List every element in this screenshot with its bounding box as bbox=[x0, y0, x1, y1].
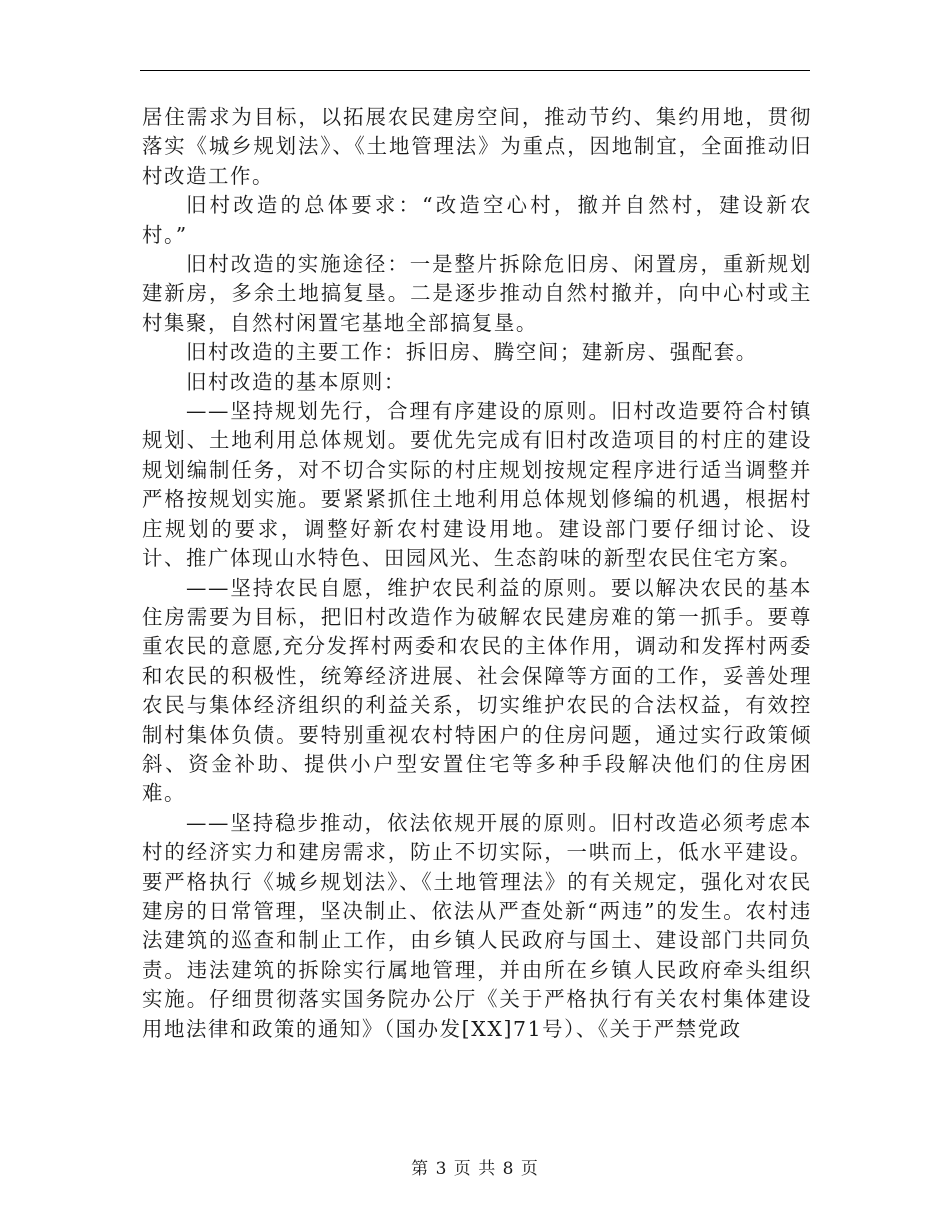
document-body bbox=[142, 103, 812, 1044]
paragraph-principle-lawful: ——坚持稳步推动，依法依规开展的原则。旧村改造必须考虑本村的经济实力和建房需求，防止不切实际，一哄而上，低水平建设。要严格执行《城乡规划法》、《土地管理法》的有关规定，强化对农民建房的日常管理，坚决制止、依法从严查处新“两违”的发生。农村违法建筑的巡查和制止工作，由乡镇人民政府与国土、建设部门共同负责。违法建筑的拆除实行属地管理，并由所在乡镇人民政府牵头组织实施。仔细贯彻落实国务院办公厅《关于严格执行有关农村集体建设用地法律和政策的通知》（国办发[XX]71号）、《关于严禁党政 bbox=[142, 810, 812, 1041]
header-rule bbox=[140, 70, 810, 71]
paragraph-implementation-path: 旧村改造的实施途径：一是整片拆除危旧房、闲置房，重新规划建新房，多余土地搞复垦。二是逐步推动自然村撤并，向中心村或主村集聚，自然村闲置宅基地全部搞复垦。 bbox=[142, 252, 812, 335]
paragraph-main-work: 旧村改造的主要工作：拆旧房、腾空间；建新房、强配套。 bbox=[186, 340, 758, 365]
paragraph-overall-requirement: 旧村改造的总体要求：“改造空心村，撤并自然村，建设新农村。” bbox=[142, 193, 812, 247]
page-number-footer: 第 3 页 共 8 页 bbox=[411, 1159, 539, 1179]
paragraph-principle-planning: ——坚持规划先行，合理有序建设的原则。旧村改造要符合村镇规划、土地利用总体规划。要优先完成有旧村改造项目的村庄的建设规划编制任务，对不切合实际的村庄规划按规定程序进行适当调整并严格按规划实施。要紧紧抓住土地利用总体规划修编的机遇，根据村庄规划的要求，调整好新农村建设用地。建设部门要仔细讨论、设计、推广体现山水特色、田园风光、生态韵味的新型农民住宅方案。 bbox=[142, 399, 812, 571]
paragraph-principle-voluntary: ——坚持农民自愿，维护农民利益的原则。要以解决农民的基本住房需要为目标，把旧村改造作为破解农民建房难的第一抓手。要尊重农民的意愿,充分发挥村两委和农民的主体作用，调动和发挥村两委和农民的积极性，统筹经济进展、社会保障等方面的工作，妥善处理农民与集体经济组织的利益关系，切实维护农民的合法权益，有效控制村集体负债。要特别重视农村特困户的住房问题，通过实行政策倾斜、资金补助、提供小户型安置住宅等多种手段解决他们的住房困难。 bbox=[142, 575, 812, 806]
paragraph-basic-principles: 旧村改造的基本原则： bbox=[186, 369, 406, 394]
paragraph-continuation: 居住需求为目标，以拓展农民建房空间，推动节约、集约用地，贯彻落实《城乡规划法》、《土地管理法》为重点，因地制宜，全面推动旧村改造工作。 bbox=[142, 105, 812, 188]
